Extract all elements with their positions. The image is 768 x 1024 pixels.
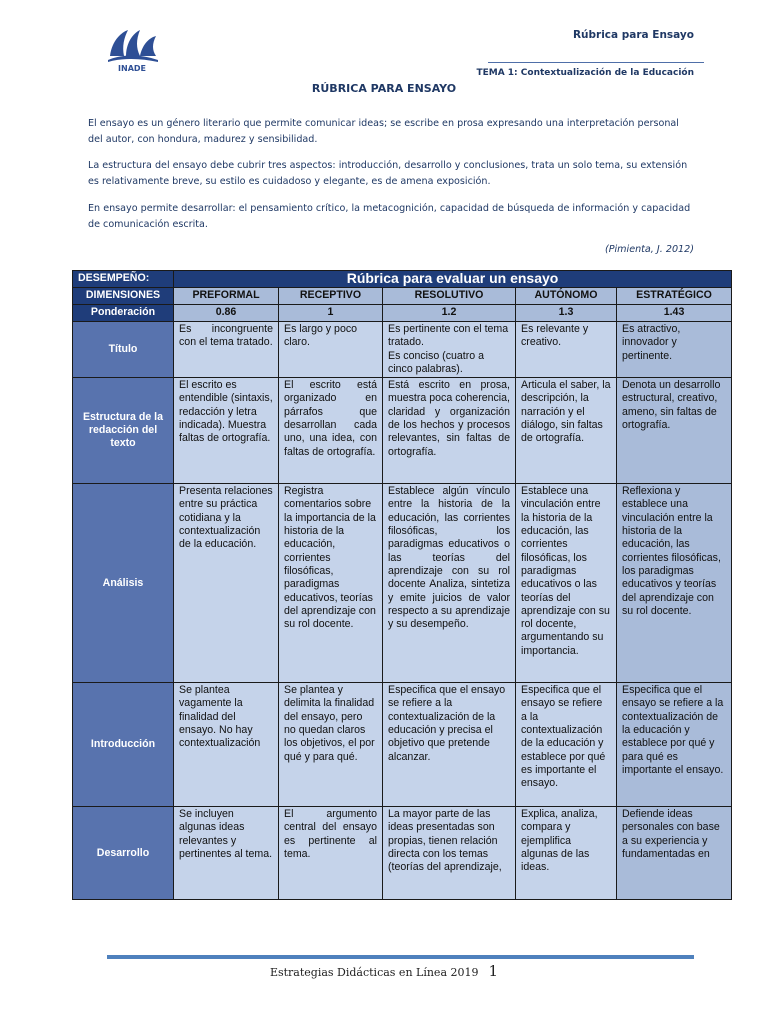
rubric-cell: Especifica que el ensayo se refiere a la contextualización de la educación y precisa el objetivo que pretende alcanzar. xyxy=(383,683,516,807)
rubric-cell: Defiende ideas personales con base a su experiencia y fundamentadas en xyxy=(617,807,732,900)
rubric-cell: Establece algún vínculo entre la historia de la educación, las corrientes filosóficas, los paradigmas educativos o las teorías del aprendizaje con su rol docente Analiza, sintetiza y emite juicios de valor respecto a su aprendizaje y su desempeño. xyxy=(383,484,516,683)
rubric-cell: Articula el saber, la descripción, la narración y el diálogo, sin faltas de ortografía. xyxy=(516,378,617,484)
footer xyxy=(0,962,768,980)
table-row xyxy=(73,807,732,900)
weight-value: 1.2 xyxy=(383,305,516,322)
level-header: RESOLUTIVO xyxy=(383,288,516,305)
header-divider xyxy=(488,62,704,63)
weight-value: 1.43 xyxy=(617,305,732,322)
header-topic: TEMA 1: Contextualización de la Educación xyxy=(476,68,694,78)
rubric-cell: Establece una vinculación entre la historia de la educación, las corrientes filosóficas, los paradigmas educativos o las teorías del aprendizaje con su rol docente, argumentando su importancia. xyxy=(516,484,617,683)
footer-text: Estrategias Didácticas en Línea 2019 xyxy=(269,966,479,979)
intro-paragraph-2: La estructura del ensayo debe cubrir tres aspectos: introducción, desarrollo y conclusiones, trata un solo tema, su extensión es relativamente breve, su estilo es cuidadoso y elegante, es de amena exposición. xyxy=(88,160,688,187)
table-title: Rúbrica para evaluar un ensayo xyxy=(174,271,732,288)
rubric-cell: Especifica que el ensayo se refiere a la contextualización de la educación y establece por qué es importante el ensayo. xyxy=(516,683,617,807)
level-header: ESTRATÉGICO xyxy=(617,288,732,305)
rubric-cell: Denota un desarrollo estructural, creativo, ameno, sin faltas de ortografía. xyxy=(617,378,732,484)
desempeno-label: DESEMPEÑO: xyxy=(73,271,174,288)
citation: (Pimienta, J. 2012) xyxy=(604,244,694,255)
rubric-cell: Es incongruente con el tema tratado. xyxy=(174,322,279,378)
dimensiones-label: DIMENSIONES xyxy=(73,288,174,305)
rubric-cell: Se incluyen algunas ideas relevantes y pertinentes al tema. xyxy=(174,807,279,900)
rubric-cell: Presenta relaciones entre su práctica cotidiana y la contextualización de la educación. xyxy=(174,484,279,683)
ponderacion-label: Ponderación xyxy=(73,305,174,322)
rubric-cell: Es relevante y creativo. xyxy=(516,322,617,378)
page-number: 1 xyxy=(488,962,499,980)
rubric-cell: Está escrito en prosa, muestra poca coherencia, claridad y organización de los hechos y procesos relevantes, sin faltas de ortografía. xyxy=(383,378,516,484)
dimension-label: Introducción xyxy=(73,683,174,807)
rubric-cell: La mayor parte de las ideas presentadas son propias, tienen relación directa con los temas (teorías del aprendizaje, xyxy=(383,807,516,900)
weight-value: 0.86 xyxy=(174,305,279,322)
logo-text: INADE xyxy=(118,64,146,73)
weights-row xyxy=(73,305,732,322)
intro-paragraph-3: En ensayo permite desarrollar: el pensamiento crítico, la metacognición, capacidad de búsqueda de información y capacidad de comunicación escrita. xyxy=(88,203,691,230)
dimension-label: Estructura de la redacción del texto xyxy=(73,378,174,484)
table-row xyxy=(73,484,732,683)
inade-logo xyxy=(104,26,160,76)
level-header: PREFORMAL xyxy=(174,288,279,305)
header-doc-label: Rúbrica para Ensayo xyxy=(572,29,694,41)
rubric-cell: Especifica que el ensayo se refiere a la contextualización de la educación y establece por qué y para qué es importante el ensayo. xyxy=(617,683,732,807)
rubric-cell: Explica, analiza, compara y ejemplifica algunas de las ideas. xyxy=(516,807,617,900)
rubric-cell: Reflexiona y establece una vinculación entre la historia de la educación, las corrientes filosóficas, los paradigmas educativos y teorías del aprendizaje con su rol docente. xyxy=(617,484,732,683)
rubric-cell: Es atractivo, innovador y pertinente. xyxy=(617,322,732,378)
weight-value: 1 xyxy=(279,305,383,322)
rubric-cell: El argumento central del ensayo es pertinente al tema. xyxy=(279,807,383,900)
dimension-label: Análisis xyxy=(73,484,174,683)
dimension-label: Título xyxy=(73,322,174,378)
level-header: AUTÓNOMO xyxy=(516,288,617,305)
levels-row xyxy=(73,288,732,305)
rubric-cell: Registra comentarios sobre la importancia de la historia de la educación, corrientes filosóficas, paradigmas educativos, teorías del aprendizaje con su rol docente. xyxy=(279,484,383,683)
footer-divider xyxy=(107,955,694,959)
table-row xyxy=(73,322,732,378)
rubric-cell: Es largo y poco claro. xyxy=(279,322,383,378)
page-title: RÚBRICA PARA ENSAYO xyxy=(311,82,457,95)
rubric-cell: Es pertinente con el tema tratado. Es conciso (cuatro a cinco palabras). xyxy=(383,322,516,378)
rubric-cell: Se plantea vagamente la finalidad del ensayo. No hay contextualización xyxy=(174,683,279,807)
rubric-cell: El escrito es entendible (sintaxis, redacción y letra indicada). Muestra faltas de ortografía. xyxy=(174,378,279,484)
weight-value: 1.3 xyxy=(516,305,617,322)
table-title-row xyxy=(73,271,732,288)
table-row xyxy=(73,378,732,484)
dimension-label: Desarrollo xyxy=(73,807,174,900)
rubric-table xyxy=(72,270,732,900)
level-header: RECEPTIVO xyxy=(279,288,383,305)
intro-paragraph-1: El ensayo es un género literario que permite comunicar ideas; se escribe en prosa expresando una interpretación personal del autor, con hondura, madurez y sensibilidad. xyxy=(88,118,679,145)
rubric-cell: Se plantea y delimita la finalidad del ensayo, pero no quedan claros los objetivos, el por qué y para qué. xyxy=(279,683,383,807)
table-row xyxy=(73,683,732,807)
rubric-cell: El escrito está organizado en párrafos que desarrollan cada uno, una idea, con faltas de ortografía. xyxy=(279,378,383,484)
